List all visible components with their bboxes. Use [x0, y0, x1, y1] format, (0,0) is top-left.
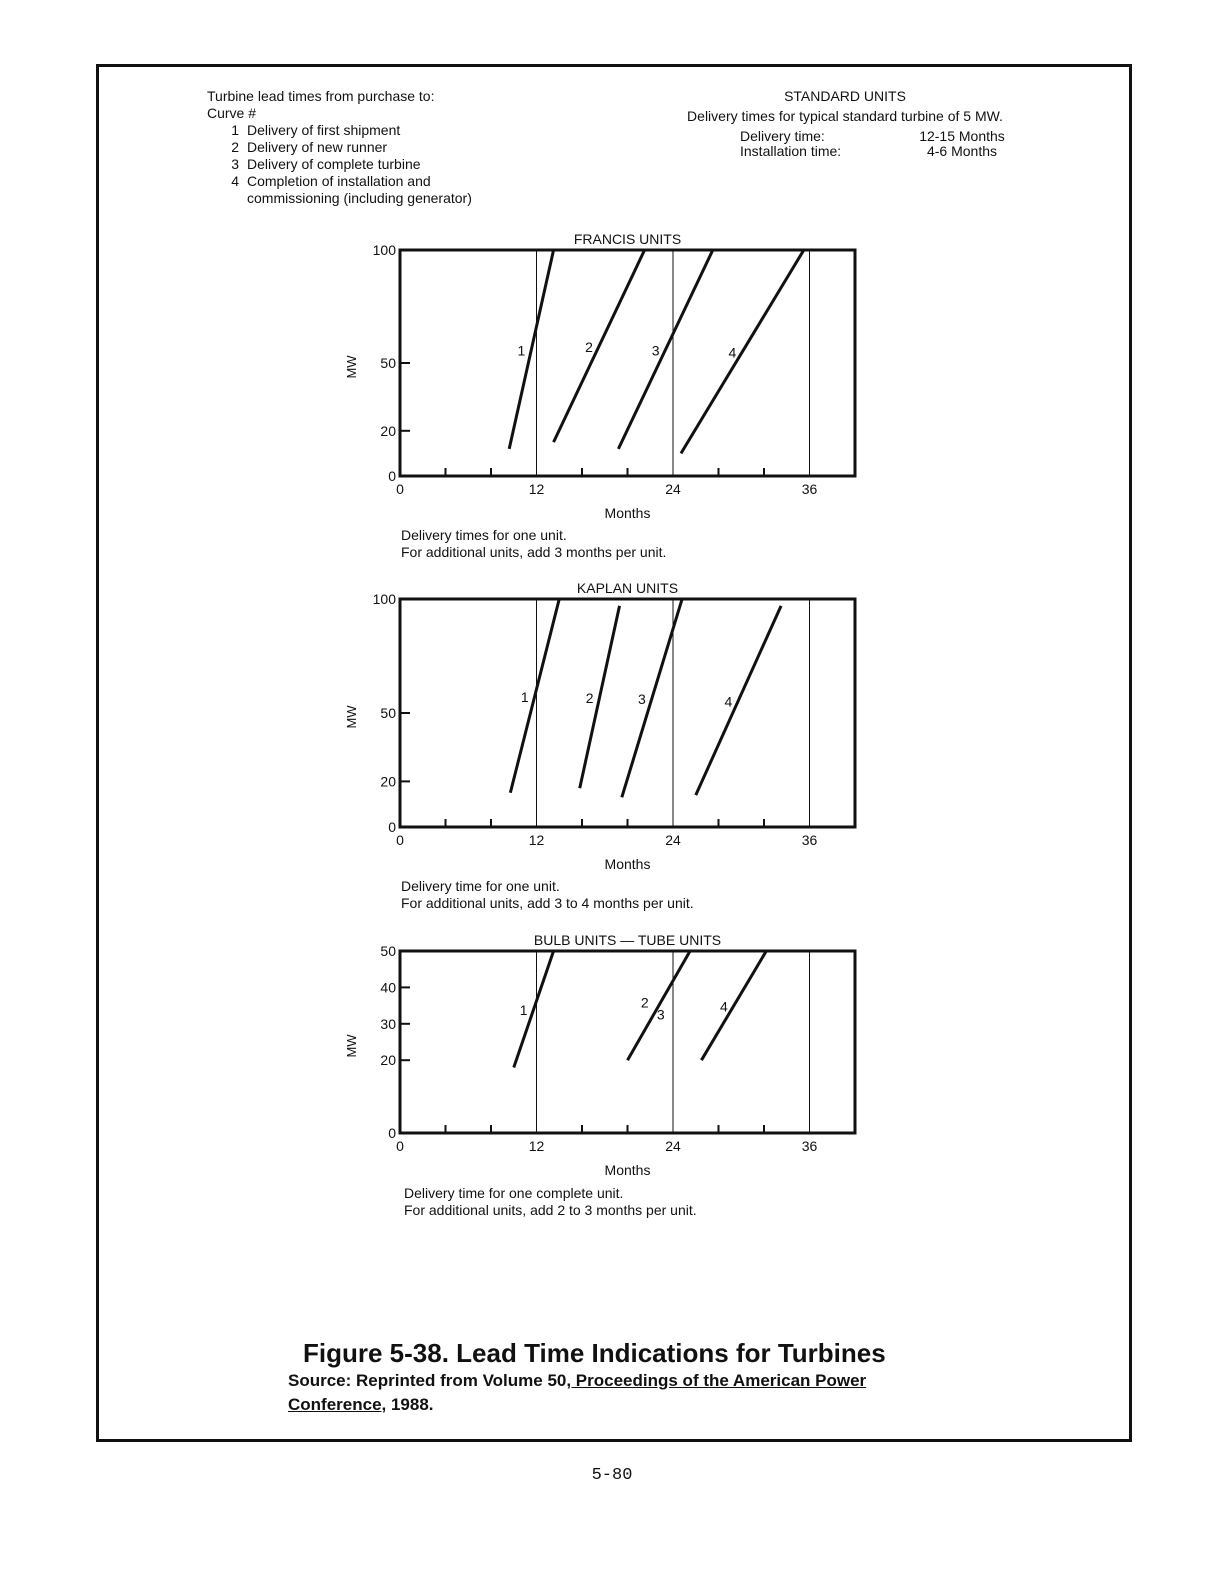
x-axis-label: Months	[604, 856, 651, 872]
x-tick-label: 24	[665, 481, 681, 497]
curve-legend	[207, 88, 472, 207]
delivery-time-label: Delivery time:	[740, 128, 825, 144]
y-tick-label: 40	[380, 979, 396, 996]
chart-title: FRANCIS UNITS	[573, 231, 682, 247]
x-tick-label: 12	[528, 481, 545, 497]
francis-units-chart	[330, 225, 890, 525]
y-axis-label: MW	[344, 355, 359, 379]
bulb-tube-units-chart	[330, 926, 890, 1184]
delivery-time-value: 12-15 Months	[919, 128, 1005, 144]
plot-frame	[400, 951, 855, 1133]
series-label: 3	[638, 691, 646, 708]
series-label: 2	[585, 339, 593, 356]
legend-curve-label: Curve #	[207, 105, 257, 121]
x-tick-label: 0	[396, 1138, 404, 1154]
y-tick-label: 50	[380, 355, 396, 371]
series-label: 4	[724, 693, 733, 710]
series-label: 2	[640, 994, 649, 1011]
legend-heading: Turbine lead times from purchase to:	[207, 88, 435, 104]
y-tick-label: 0	[388, 468, 396, 484]
figure-title: Figure 5-38. Lead Time Indications for Turbines	[303, 1338, 886, 1368]
y-tick-label: 0	[388, 819, 396, 835]
y-tick-label: 20	[380, 1052, 396, 1069]
x-tick-label: 36	[801, 832, 818, 848]
series-label: 2	[585, 690, 594, 707]
series-label: 3	[651, 342, 660, 359]
standard-units-subtitle: Delivery times for typical standard turbine of 5 MW.	[687, 108, 1003, 124]
series-label: 4	[719, 998, 728, 1015]
page-number: 5-80	[591, 1466, 633, 1485]
y-tick-label: 0	[388, 1125, 396, 1141]
x-tick-label: 0	[396, 481, 404, 497]
x-tick-label: 12	[528, 1138, 545, 1154]
kaplan-notes: Delivery time for one unit. For additional units, add 3 to 4 months per unit.	[401, 878, 694, 911]
figure-source: Source: Reprinted from Volume 50, Proceedings of the American Power Conference, 1988.	[288, 1371, 867, 1414]
kaplan-units-chart	[330, 574, 890, 874]
installation-time-label: Installation time:	[740, 143, 842, 159]
series-line	[628, 951, 691, 1060]
x-tick-label: 36	[801, 1138, 818, 1154]
series-line	[554, 250, 645, 442]
series-label: 3	[656, 1006, 665, 1023]
y-tick-label: 50	[380, 943, 396, 959]
series-label: 1	[519, 1002, 528, 1019]
x-tick-label: 24	[665, 832, 681, 848]
standard-units-box	[655, 88, 1035, 159]
y-tick-label: 20	[380, 422, 396, 439]
series-label: 1	[520, 688, 529, 705]
legend-item: 2 Delivery of new runner	[231, 139, 388, 155]
series-label: 1	[517, 342, 526, 359]
y-tick-label: 100	[372, 591, 396, 607]
series-label: 4	[728, 344, 737, 361]
y-tick-label: 20	[380, 773, 396, 790]
plot-frame	[400, 599, 855, 827]
legend-item: 3 Delivery of complete turbine	[231, 156, 421, 172]
series-line	[696, 606, 781, 795]
x-tick-label: 12	[528, 832, 545, 848]
x-tick-label: 0	[396, 832, 404, 848]
y-tick-label: 100	[372, 242, 396, 258]
legend-item: 4 Completion of installation and	[231, 173, 431, 189]
y-axis-label: MW	[344, 1034, 359, 1058]
series-line	[618, 250, 712, 449]
x-axis-label: Months	[604, 505, 651, 521]
francis-notes: Delivery times for one unit. For additional units, add 3 months per unit.	[401, 527, 667, 560]
series-line	[701, 951, 766, 1060]
y-tick-label: 50	[380, 705, 396, 721]
bulb-notes: Delivery time for one complete unit. For additional units, add 2 to 3 months per unit.	[404, 1185, 697, 1218]
y-tick-label: 30	[380, 1015, 396, 1032]
installation-time-value: 4-6 Months	[926, 143, 998, 159]
y-axis-label: MW	[344, 705, 359, 729]
x-tick-label: 24	[665, 1138, 681, 1154]
chart-title: BULB UNITS — TUBE UNITS	[533, 932, 722, 948]
series-line	[509, 250, 553, 449]
x-tick-label: 36	[801, 481, 818, 497]
legend-item-continuation: commissioning (including generator)	[247, 190, 472, 206]
standard-units-title: STANDARD UNITS	[784, 88, 906, 104]
legend-item: 1 Delivery of first shipment	[231, 122, 401, 138]
x-axis-label: Months	[604, 1162, 651, 1178]
series-line	[510, 599, 559, 793]
chart-title: KAPLAN UNITS	[576, 580, 679, 596]
